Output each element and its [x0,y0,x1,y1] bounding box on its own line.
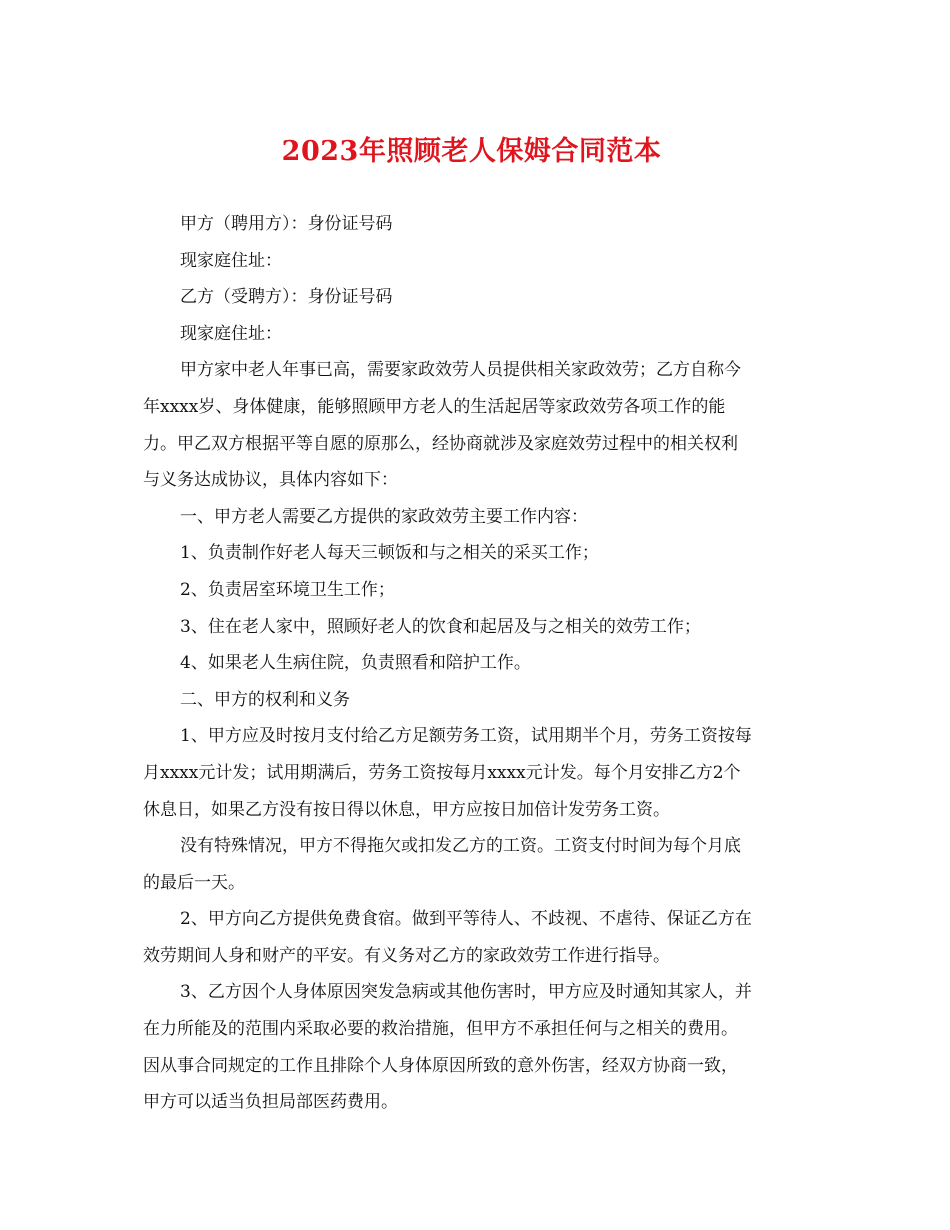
document-line: 月xxxx元计发；试用期满后，劳务工资按每月xxxx元计发。每个月安排乙方2个 [143,762,741,783]
document-line: 现家庭住址： [180,250,282,271]
document-line: 的最后一天。 [143,872,245,893]
document-line: 力。甲乙双方根据平等自愿的原那么，经协商就涉及家庭效劳过程中的相关权利 [143,433,738,454]
document-line: 一、甲方老人需要乙方提供的家政效劳主要工作内容： [180,506,588,527]
document-line: 现家庭住址： [180,323,282,344]
document-line: 甲方（聘用方）：身份证号码 [180,214,393,234]
document-body [143,206,800,1121]
document-line: 效劳期间人身和财产的平安。有义务对乙方的家政效劳工作进行指导。 [143,945,670,966]
document-line: 1、负责制作好老人每天三顿饭和与之相关的采买工作； [180,543,599,564]
document-line: 年xxxx岁、身体健康，能够照顾甲方老人的生活起居等家政效劳各项工作的能 [143,396,726,417]
document-line: 甲方可以适当负担局部医药费用。 [143,1092,398,1113]
document-line: 甲方家中老人年事已高，需要家政效劳人员提供相关家政效劳；乙方自称今 [180,360,741,381]
document-line: 2、负责居室环境卫生工作； [180,579,395,600]
document-line: 3、乙方因个人身体原因突发急病或其他伤害时，甲方应及时通知其家人，并 [180,982,752,1003]
document-line: 4、如果老人生病住院，负责照看和陪护工作。 [180,653,531,674]
document-title: 2023年照顾老人保姆合同范本 [281,136,662,167]
document-line: 因从事合同规定的工作且排除个人身体原因所致的意外伤害，经双方协商一致， [143,1055,738,1076]
document-line: 休息日，如果乙方没有按日得以休息，甲方应按日加倍计发劳务工资。 [143,799,670,820]
document-line: 没有特殊情况，甲方不得拖欠或扣发乙方的工资。工资支付时间为每个月底 [180,836,741,857]
document-line: 在力所能及的范围内采取必要的救治措施，但甲方不承担任何与之相关的费用。 [143,1019,738,1040]
document-line: 乙方（受聘方）：身份证号码 [180,287,393,308]
document-line: 二、甲方的权利和义务 [180,689,350,710]
document-line: 2、甲方向乙方提供免费食宿。做到平等待人、不歧视、不虐待、保证乙方在 [180,909,752,930]
document-line: 1、甲方应及时按月支付给乙方足额劳务工资，试用期半个月，劳务工资按每 [180,726,752,747]
document-line: 与义务达成协议，具体内容如下： [143,470,398,491]
document-line: 3、住在老人家中，照顾好老人的饮食和起居及与之相关的效劳工作； [180,616,701,637]
